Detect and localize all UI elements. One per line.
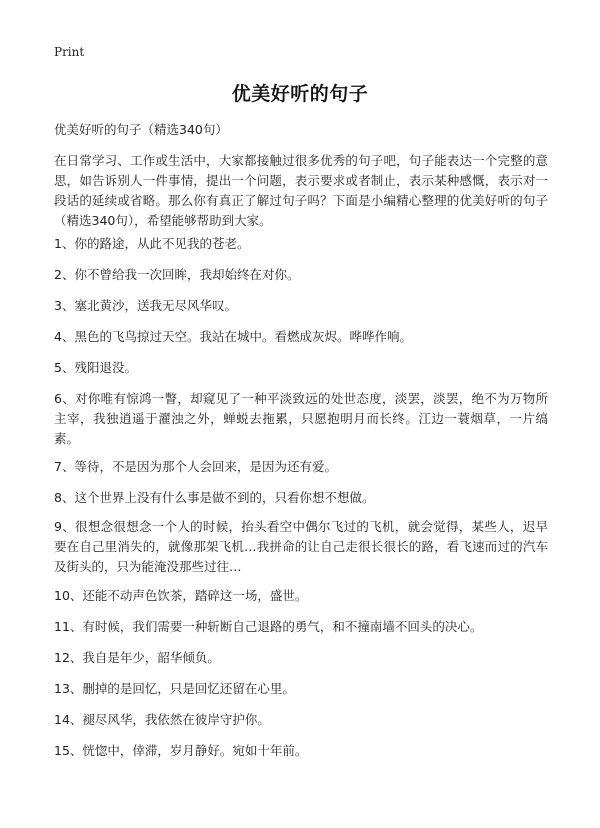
- list-item: 6、对你唯有惊鸿一瞥，却窥见了一种平淡致远的处世态度，淡罢，淡罢，绝不为万物所主宰，我独逍遥于濯浊之外，蝉蜕去拖累，只愿抱明月而长终。江边一蓑烟草，一片缟素。: [54, 391, 548, 446]
- list-item: 12、我自是年少，韶华倾负。: [54, 650, 220, 665]
- list-item: 8、这个世界上没有什么事是做不到的，只看你想不想做。: [54, 490, 375, 505]
- list-item: 10、还能不动声色饮茶，踏碎这一场，盛世。: [54, 588, 308, 603]
- list-item: 15、恍惚中，倖滞，岁月静好。宛如十年前。: [54, 743, 308, 758]
- list-item: 13、删掉的是回忆，只是回忆还留在心里。: [54, 681, 295, 696]
- list-item: 7、等待，不是因为那个人会回来，是因为还有爱。: [54, 459, 337, 474]
- list-item: 14、褪尽风华，我依然在彼岸守护你。: [54, 712, 270, 727]
- list-item: 1、你的路途，从此不见我的苍老。: [54, 236, 250, 251]
- list-item: 11、有时候，我们需要一种斩断自己退路的勇气，和不撞南墙不回头的决心。: [54, 619, 483, 634]
- page-subtitle: 优美好听的句子（精选340句）: [54, 122, 228, 137]
- list-item: 9、很想念很想念一个人的时候，抬头看空中偶尔飞过的飞机，就会觉得，某些人，迟早要在自己里消失的，就像那架飞机…我拼命的让自己走很长很长的路，看飞速而过的汽车及街头的，只为能淹没那些过往…: [54, 519, 548, 574]
- list-item: 2、你不曾给我一次回眸，我却始终在对你。: [54, 267, 300, 282]
- list-item: 5、残阳退没。: [54, 360, 137, 375]
- list-item: 3、塞北黄沙，送我无尽风华叹。: [54, 298, 237, 313]
- intro-paragraph: 在日常学习、工作或生活中，大家都接触过很多优秀的句子吧，句子能表达一个完整的意思，如告诉别人一件事情，提出一个问题，表示要求或者制止，表示某种感慨，表示对一段话的延续或省略。那么你有真正了解过句子吗？下面是小编精心整理的优美好听的句子（精选340句），希望能够帮助到大家。: [54, 153, 548, 228]
- print-link[interactable]: Print: [54, 45, 85, 59]
- page-title: 优美好听的句子: [231, 83, 369, 105]
- list-item: 4、黑色的飞鸟掠过天空。我站在城中。看燃成灰烬。哗哗作响。: [54, 329, 412, 344]
